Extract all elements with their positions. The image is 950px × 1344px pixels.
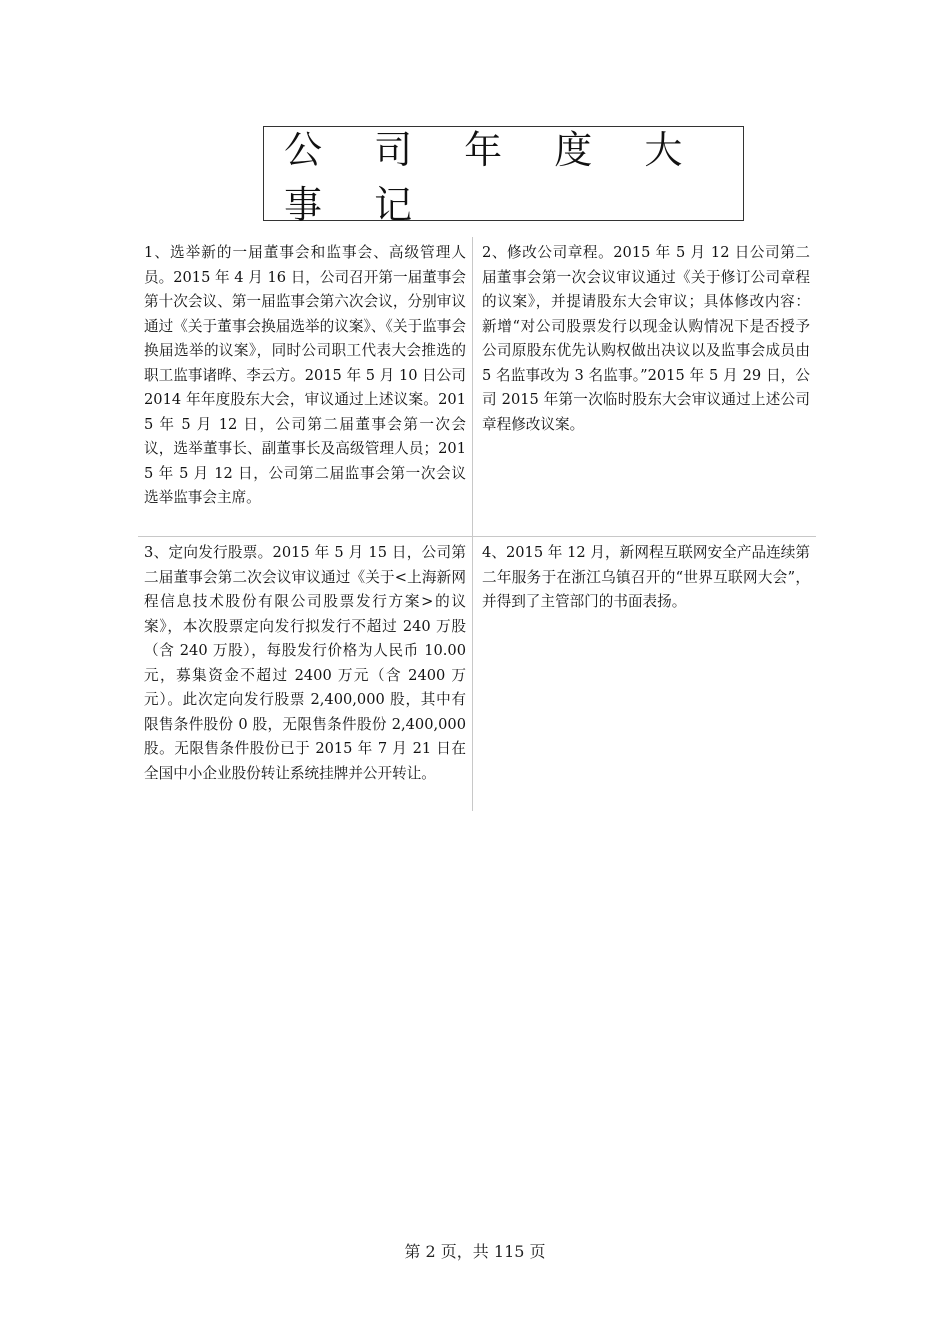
event-cell-3: 3、定向发行股票。2015 年 5 月 15 日，公司第二届董事会第二次会议审议通过《关于<上海新网程信息技术股份有限公司股票发行方案>的议案》，本次股票定向发行拟发行不超过 240 万股（含 240 万股），每股发行价格为人民币 10.00 元，募集资金不超过 2400 万元（含 2400 万元）。此次定向发行股票 2,400,000 股，其中有限售条件股份 0 股，无限售条件股份 2,400,000 股。无限售条件股份已于 2015 年 7 月 21 日在全国中小企业股份转让系统挂牌并公开转让。 xyxy=(138,537,473,811)
title-box xyxy=(263,126,744,227)
page-footer: 第 2 页，共 115 页 xyxy=(404,1242,546,1261)
event-cell-4: 4、2015 年 12 月，新网程互联网安全产品连续第二年服务于在浙江乌镇召开的“世界互联网大会”，并得到了主管部门的书面表扬。 xyxy=(482,544,810,610)
page-title: 公 司 年 度 大 事 记 xyxy=(284,127,703,227)
event-cell-2: 2、修改公司章程。2015 年 5 月 12 日公司第二届董事会第一次会议审议通过《关于修订公司章程的议案》，并提请股东大会审议；具体修改内容：新增“对公司股票发行以现金认购情况下是否授予公司原股东优先认购权做出决议以及监事会成员由 5 名监事改为 3 名监事。”2015 年 5 月 29 日，公司 2015 年第一次临时股东大会审议通过上述公司章程修改议案。 xyxy=(473,237,816,537)
events-table xyxy=(138,237,816,811)
event-cell-1: 1、选举新的一届董事会和监事会、高级管理人员。2015 年 4 月 16 日，公司召开第一届董事会第十次会议、第一届监事会第六次会议，分别审议通过《关于董事会换届选举的议案》、《关于监事会换届选举的议案》，同时公司职工代表大会推选的职工监事诸晔、李云方。2015 年 5 月 10 日公司 2014 年年度股东大会，审议通过上述议案。2015 年 5 月 12 日，公司第二届董事会第一次会议，选举董事长、副董事长及高级管理人员；2015 年 5 月 12 日，公司第二届监事会第一次会议选举监事会主席。 xyxy=(138,237,473,537)
